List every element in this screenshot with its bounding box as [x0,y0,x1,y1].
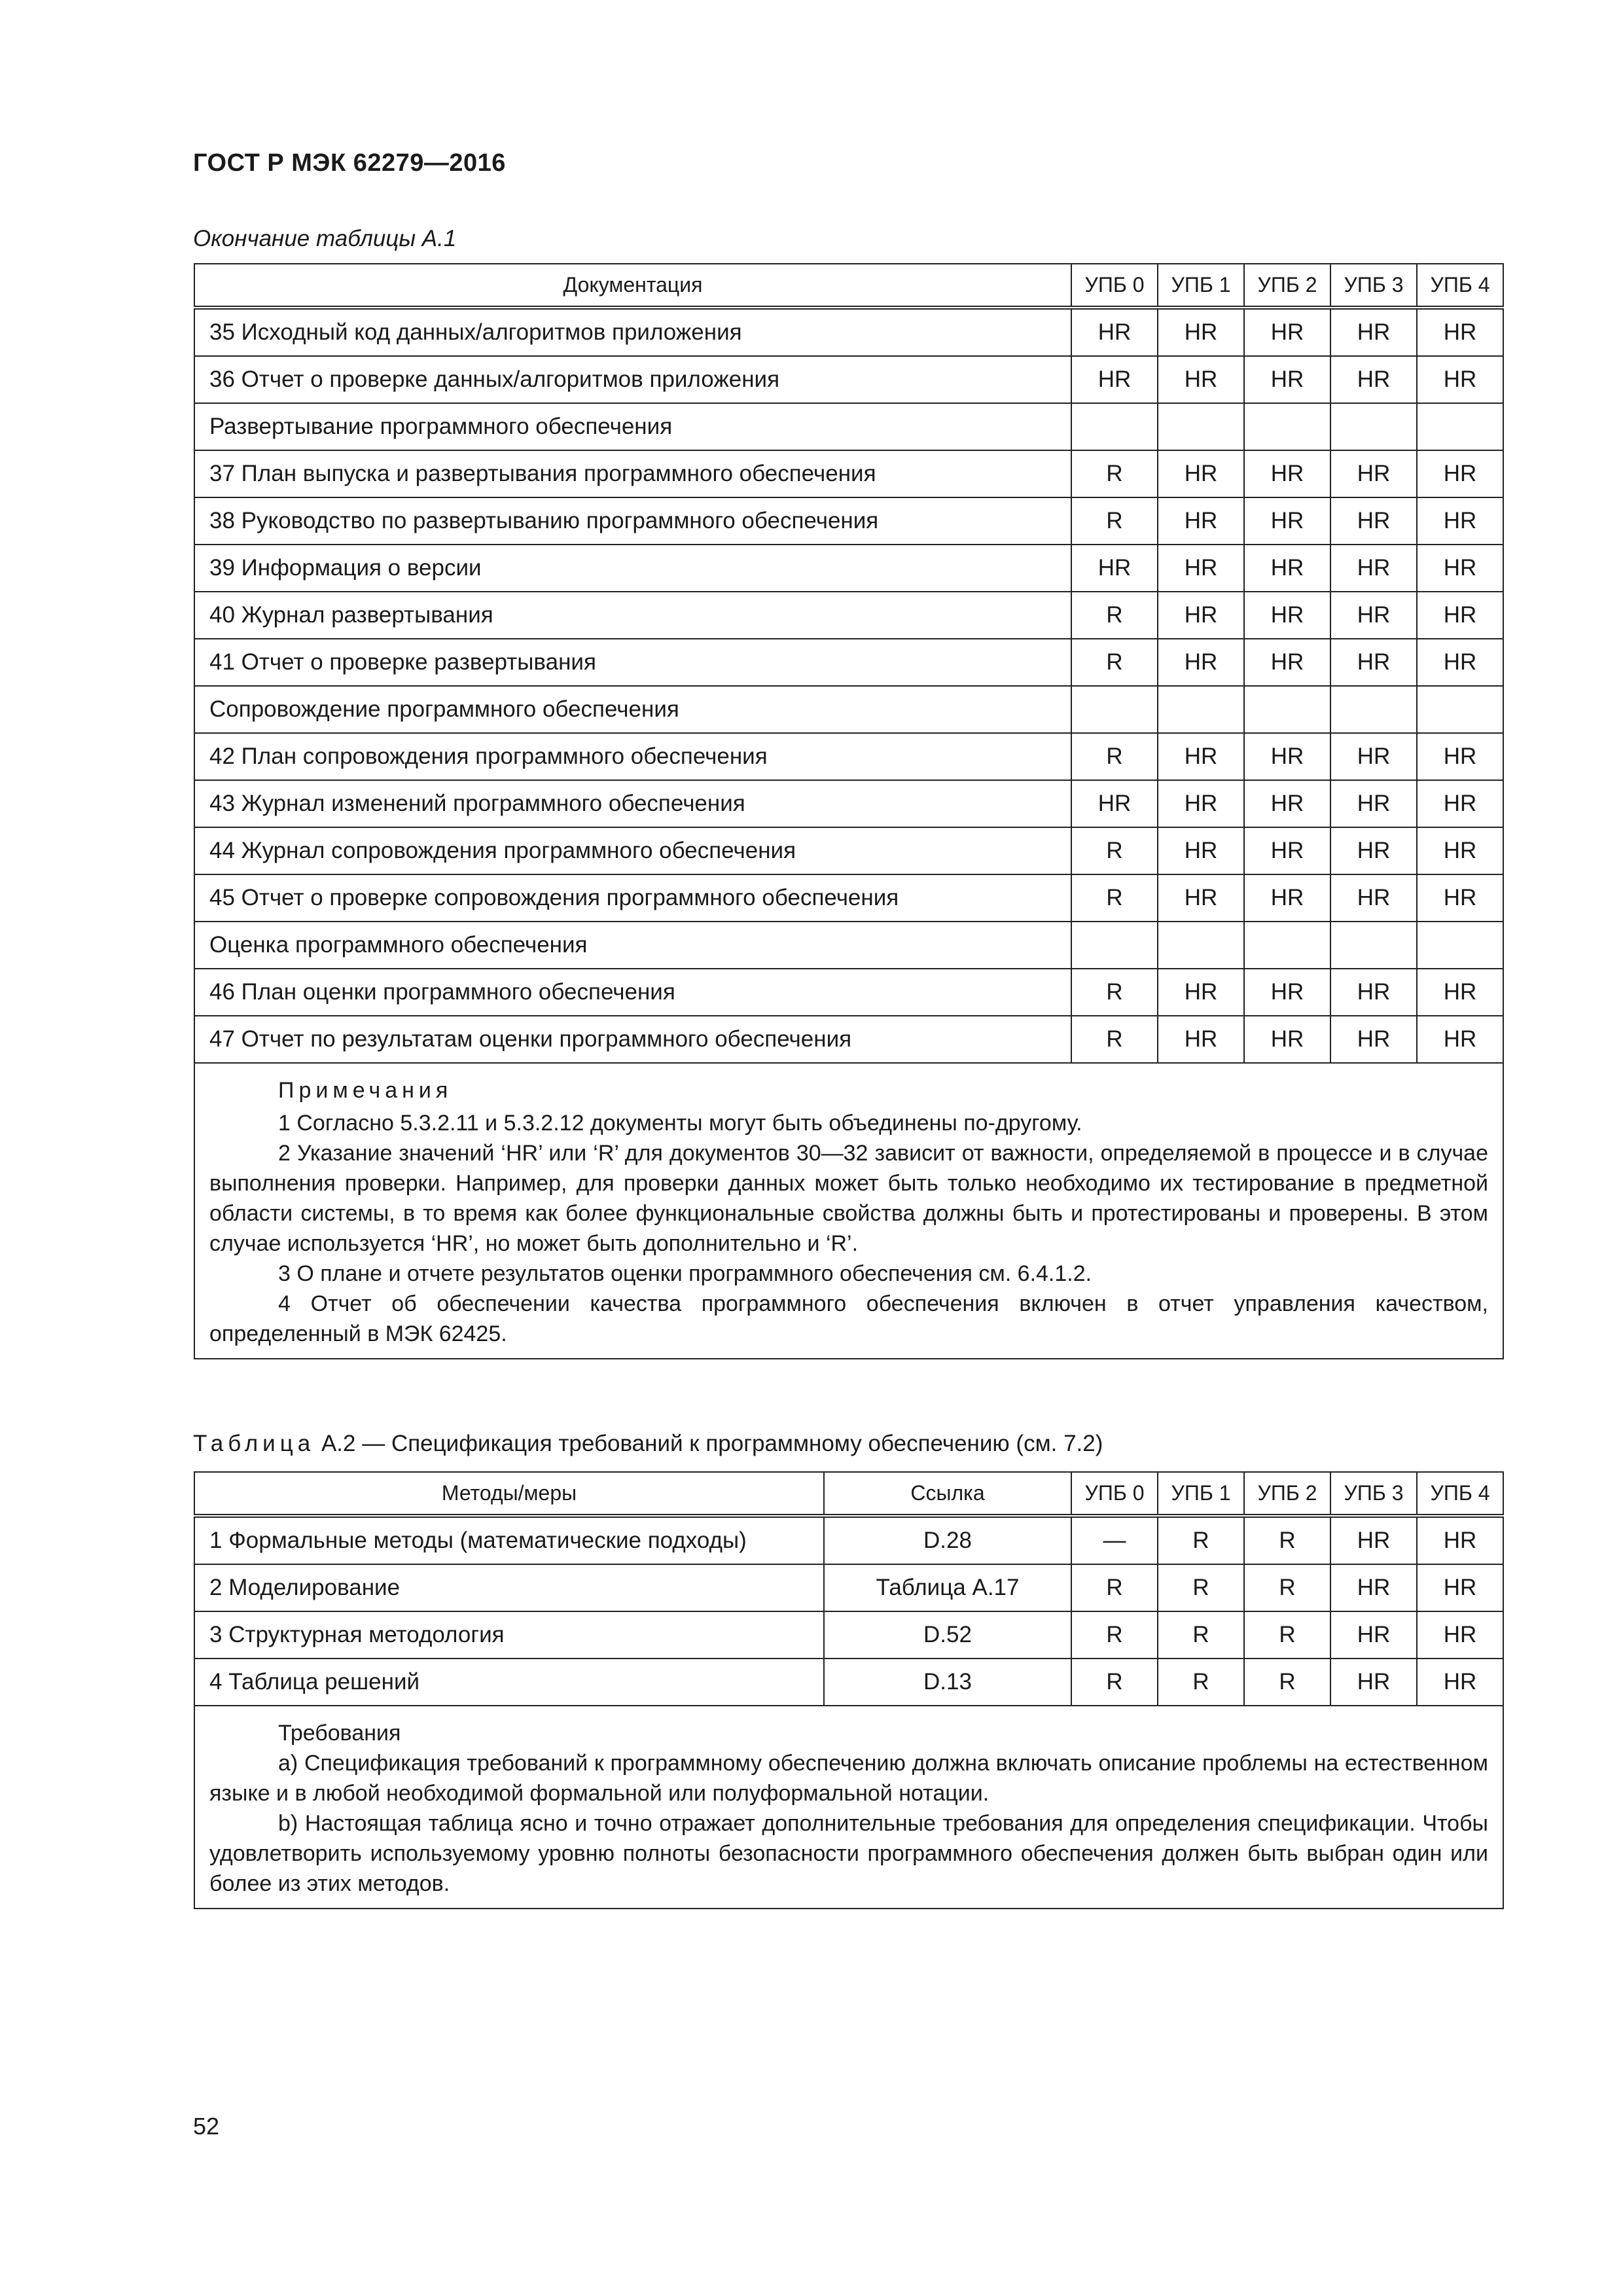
requirement-item: b) Настоящая таблица ясно и точно отражает дополнительные требования для определения спецификации. Чтобы удовлетворить используемому уровню полноты безопасности программного обеспечения должен быть выбран один или более из этих методов. [209,1811,1488,1896]
notes-title: Примечания [278,1078,453,1103]
notes-cell [194,1063,1503,1359]
table-row [194,1611,1503,1659]
recommendation-cell: HR [1330,1516,1417,1564]
recommendation-cell: R [1244,1611,1330,1659]
recommendation-cell: HR [1417,1016,1503,1063]
requirement-item: a) Спецификация требований к программному обеспечению должна включать описание проблемы на естественном языке и в любой необходимой формальной или полуформальной нотации. [209,1751,1488,1806]
recommendation-cell [1330,686,1417,733]
table1-header-row [194,264,1503,308]
recommendation-cell: HR [1244,874,1330,922]
recommendation-cell: HR [1417,827,1503,874]
column-header: УПБ 3 [1330,264,1417,308]
requirements-cell [194,1706,1503,1909]
page-number: 52 [193,2113,220,2140]
recommendation-cell: HR [1244,450,1330,497]
table-row [194,1516,1503,1564]
table-row [194,356,1503,403]
recommendation-cell: HR [1330,733,1417,780]
recommendation-cell: R [1071,827,1158,874]
table-row [194,592,1503,639]
recommendation-cell: HR [1330,780,1417,827]
recommendation-cell [1158,922,1244,969]
recommendation-cell: HR [1244,308,1330,356]
recommendation-cell: HR [1244,969,1330,1016]
row-label: 3 Структурная методология [194,1611,824,1659]
table-row [194,450,1503,497]
table-row [194,733,1503,780]
recommendation-cell: R [1071,1611,1158,1659]
column-header: УПБ 0 [1071,1472,1158,1516]
recommendation-cell: HR [1417,1564,1503,1611]
recommendation-cell [1071,922,1158,969]
column-header: УПБ 0 [1071,264,1158,308]
recommendation-cell: HR [1417,356,1503,403]
reference-cell: D.52 [824,1611,1071,1659]
row-label: 45 Отчет о проверке сопровождения программного обеспечения [194,874,1071,922]
row-label: 2 Моделирование [194,1564,824,1611]
recommendation-cell: HR [1158,308,1244,356]
recommendation-cell: R [1158,1564,1244,1611]
recommendation-cell [1071,686,1158,733]
reference-cell: D.28 [824,1516,1071,1564]
recommendation-cell: HR [1158,733,1244,780]
table-row [194,308,1503,356]
recommendation-cell: HR [1158,545,1244,592]
recommendation-cell [1330,922,1417,969]
column-header: УПБ 3 [1330,1472,1417,1516]
recommendation-cell: HR [1417,874,1503,922]
recommendation-cell: HR [1417,592,1503,639]
recommendation-cell: HR [1330,969,1417,1016]
column-header: УПБ 1 [1158,264,1244,308]
row-label: 36 Отчет о проверке данных/алгоритмов приложения [194,356,1071,403]
recommendation-cell: HR [1330,1016,1417,1063]
recommendation-cell: R [1158,1611,1244,1659]
note-item: 1 Согласно 5.3.2.11 и 5.3.2.12 документы могут быть объединены по-другому. [278,1111,1082,1136]
recommendation-cell: R [1244,1564,1330,1611]
recommendation-cell: HR [1330,1564,1417,1611]
table-row [194,969,1503,1016]
recommendation-cell: HR [1244,1016,1330,1063]
table-row [194,827,1503,874]
recommendation-cell: HR [1330,592,1417,639]
table-row [194,874,1503,922]
recommendation-cell: HR [1417,969,1503,1016]
column-header: УПБ 4 [1417,264,1503,308]
column-header: УПБ 1 [1158,1472,1244,1516]
recommendation-cell: HR [1071,545,1158,592]
recommendation-cell: HR [1417,1516,1503,1564]
table-row [194,497,1503,545]
recommendation-cell: HR [1158,969,1244,1016]
recommendation-cell [1244,686,1330,733]
row-label: Оценка программного обеспечения [194,922,1071,969]
recommendation-cell: HR [1158,780,1244,827]
column-header: Ссылка [824,1472,1071,1516]
note-item: 4 Отчет об обеспечении качества программного обеспечения включен в отчет управления качеством, определенный в МЭК 62425. [209,1291,1488,1346]
recommendation-cell [1417,686,1503,733]
row-label: Сопровождение программного обеспечения [194,686,1071,733]
table-a2 [194,1471,1504,1909]
recommendation-cell [1330,403,1417,450]
recommendation-cell: HR [1417,545,1503,592]
recommendation-cell: HR [1244,780,1330,827]
table-row [194,639,1503,686]
recommendation-cell [1244,403,1330,450]
table-row [194,1564,1503,1611]
recommendation-cell [1158,686,1244,733]
recommendation-cell: HR [1158,356,1244,403]
table-row [194,686,1503,733]
recommendation-cell: R [1244,1516,1330,1564]
recommendation-cell: HR [1158,827,1244,874]
recommendation-cell: R [1158,1516,1244,1564]
requirements-title: Требования [278,1721,401,1746]
column-header: Документация [194,264,1071,308]
column-header: УПБ 2 [1244,1472,1330,1516]
table-row [194,780,1503,827]
recommendation-cell: HR [1158,497,1244,545]
recommendation-cell: HR [1330,639,1417,686]
recommendation-cell: HR [1417,497,1503,545]
recommendation-cell: HR [1244,356,1330,403]
recommendation-cell: HR [1330,497,1417,545]
recommendation-cell [1158,403,1244,450]
recommendation-cell: HR [1330,308,1417,356]
recommendation-cell: HR [1330,356,1417,403]
row-label: 44 Журнал сопровождения программного обеспечения [194,827,1071,874]
table2-caption-text: А.2 — Спецификация требований к программному обеспечению (см. 7.2) [315,1431,1103,1456]
recommendation-cell [1417,403,1503,450]
recommendation-cell: R [1244,1659,1330,1706]
recommendation-cell: HR [1244,545,1330,592]
table2-requirements-row [194,1706,1503,1909]
table-row [194,403,1503,450]
table1-caption: Окончание таблицы А.1 [193,226,457,251]
recommendation-cell: HR [1158,874,1244,922]
table-row [194,545,1503,592]
recommendation-cell: HR [1417,1611,1503,1659]
recommendation-cell: R [1071,592,1158,639]
recommendation-cell: HR [1071,780,1158,827]
note-item: 2 Указание значений ‘HR’ или ‘R’ для документов 30—32 зависит от важности, определяемой в процессе и в случае выполнения проверки. Например, для проверки данных может быть только необходимо их тестирование в предметной области системы, в то время как более функциональные свойства должны быть и протестированы и проверены. В этом случае используется ‘HR’, но может быть дополнительно и ‘R’. [209,1141,1488,1256]
row-label: 38 Руководство по развертыванию программного обеспечения [194,497,1071,545]
recommendation-cell: HR [1417,450,1503,497]
table-row [194,1659,1503,1706]
reference-cell: D.13 [824,1659,1071,1706]
recommendation-cell: HR [1244,827,1330,874]
recommendation-cell: HR [1071,308,1158,356]
recommendation-cell: R [1071,969,1158,1016]
table2-caption [193,1431,1103,1457]
row-label: Развертывание программного обеспечения [194,403,1071,450]
table2-caption-label: Таблица [193,1431,315,1456]
recommendation-cell: R [1071,450,1158,497]
recommendation-cell: HR [1330,827,1417,874]
recommendation-cell: HR [1158,1016,1244,1063]
recommendation-cell: HR [1158,450,1244,497]
recommendation-cell: HR [1158,592,1244,639]
recommendation-cell: R [1071,1564,1158,1611]
row-label: 1 Формальные методы (математические подходы) [194,1516,824,1564]
reference-cell: Таблица А.17 [824,1564,1071,1611]
recommendation-cell: HR [1417,1659,1503,1706]
row-label: 40 Журнал развертывания [194,592,1071,639]
recommendation-cell: R [1071,733,1158,780]
row-label: 37 План выпуска и развертывания программного обеспечения [194,450,1071,497]
row-label: 41 Отчет о проверке развертывания [194,639,1071,686]
table-row [194,922,1503,969]
table-row [194,1016,1503,1063]
recommendation-cell: — [1071,1516,1158,1564]
row-label: 47 Отчет по результатам оценки программного обеспечения [194,1016,1071,1063]
row-label: 43 Журнал изменений программного обеспечения [194,780,1071,827]
table2-body [194,1516,1503,1706]
table-a1 [194,263,1504,1359]
recommendation-cell: HR [1417,733,1503,780]
recommendation-cell: HR [1330,874,1417,922]
row-label: 42 План сопровождения программного обеспечения [194,733,1071,780]
table1-notes-row [194,1063,1503,1359]
recommendation-cell: HR [1417,308,1503,356]
note-item: 3 О плане и отчете результатов оценки программного обеспечения см. 6.4.1.2. [278,1261,1092,1286]
row-label: 4 Таблица решений [194,1659,824,1706]
recommendation-cell: HR [1417,639,1503,686]
recommendation-cell: HR [1417,780,1503,827]
recommendation-cell: R [1071,874,1158,922]
row-label: 39 Информация о версии [194,545,1071,592]
row-label: 46 План оценки программного обеспечения [194,969,1071,1016]
row-label: 35 Исходный код данных/алгоритмов приложения [194,308,1071,356]
recommendation-cell: HR [1330,1659,1417,1706]
recommendation-cell: R [1158,1659,1244,1706]
recommendation-cell: R [1071,497,1158,545]
recommendation-cell: HR [1071,356,1158,403]
recommendation-cell: HR [1158,639,1244,686]
table1-body [194,308,1503,1063]
recommendation-cell: HR [1330,1611,1417,1659]
recommendation-cell: HR [1244,497,1330,545]
recommendation-cell: R [1071,1659,1158,1706]
recommendation-cell: R [1071,639,1158,686]
recommendation-cell: HR [1330,545,1417,592]
document-header: ГОСТ Р МЭК 62279—2016 [193,149,506,177]
recommendation-cell: HR [1330,450,1417,497]
recommendation-cell: HR [1244,639,1330,686]
recommendation-cell [1417,922,1503,969]
column-header: УПБ 2 [1244,264,1330,308]
column-header: УПБ 4 [1417,1472,1503,1516]
table2-header-row [194,1472,1503,1516]
recommendation-cell [1244,922,1330,969]
column-header: Методы/меры [194,1472,824,1516]
recommendation-cell [1071,403,1158,450]
recommendation-cell: HR [1244,733,1330,780]
recommendation-cell: R [1071,1016,1158,1063]
recommendation-cell: HR [1244,592,1330,639]
